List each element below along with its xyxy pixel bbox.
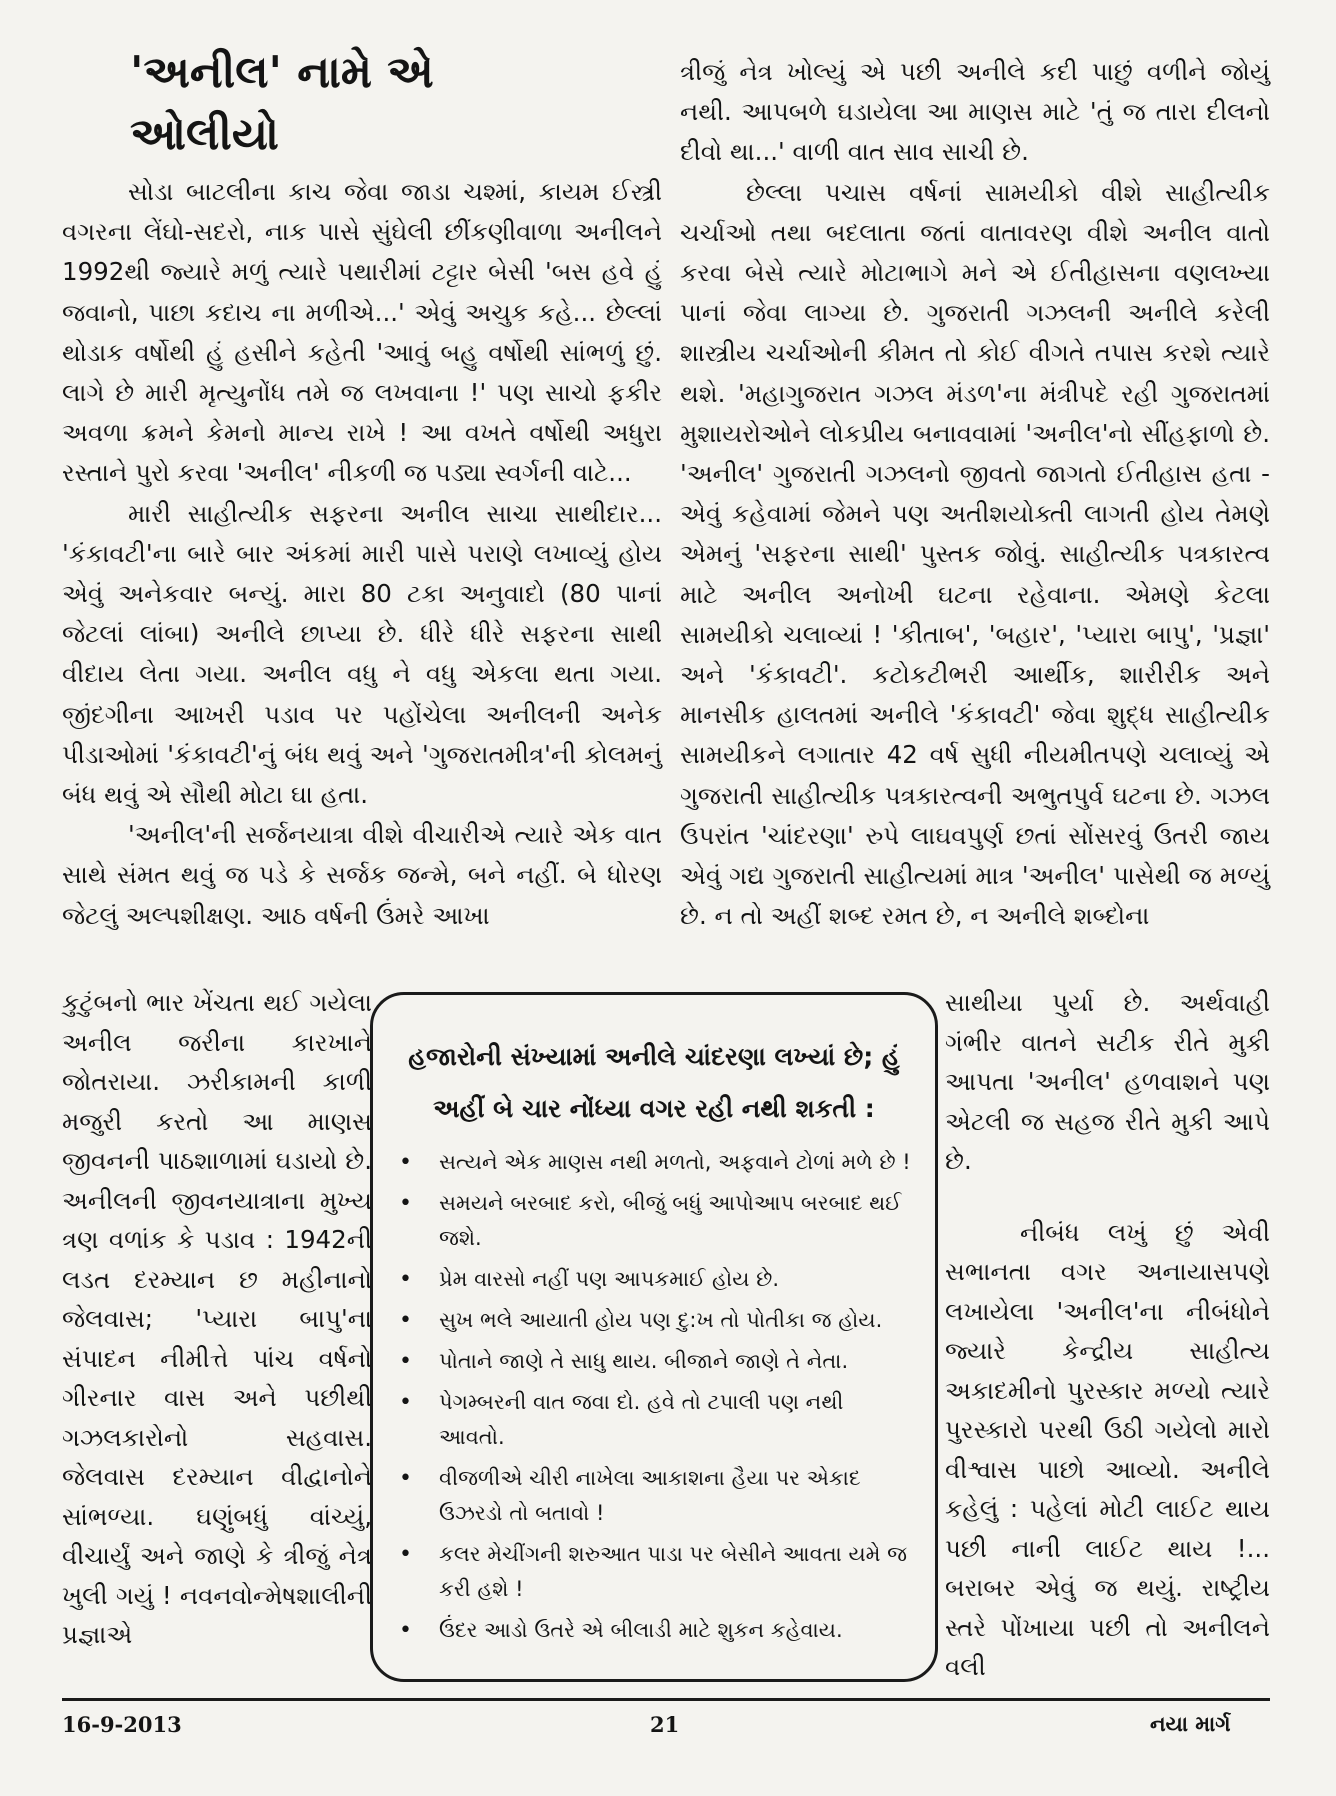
article-title — [130, 42, 590, 166]
quote-text: વીજળીએ ચીરી નાખેલા આકાશના હૈયા પર એકાદ ઉઝરડો તો બતાવો ! — [439, 1466, 861, 1525]
quote-text: સમયને બરબાદ કરો, બીજું બધું આપોઆપ બરબાદ થઈ જશે. — [439, 1191, 902, 1250]
paragraph: 'અનીલ'ની સર્જનયાત્રા વીશે વીચારીએ ત્યારે એક વાત સાથે સંમત થવું જ પડે કે સર્જક જન્મે, બને નહીં. બે ધોરણ જેટલું અલ્પશીક્ષણ. આઠ વર્ષની ઉંમરે આખા — [62, 820, 662, 930]
title-line-1: 'અનીલ' નામે એ — [130, 47, 434, 98]
footer-date: 16-9-2013 — [62, 1712, 182, 1737]
quote-text: પેગમ્બરની વાત જવા દો. હવે તો ટપાલી પણ નથી આવતો. — [439, 1390, 844, 1449]
paragraph: નીબંધ લખું છું એવી સભાનતા વગર અનાયાસપણે લખાયેલા 'અનીલ'ના નીબંધોને જ્યારે કેન્દ્રીય સાહીત્ય અકાદમીનો પુરસ્કાર મળ્યો ત્યારે પુરસ્કારો પરથી ઉઠી ગયેલો મારો વીશ્વાસ પાછો આવ્યો. અનીલે કહેલું : પહેલાં મોટી લાઈટ થાય પછી નાની લાઈટ થાય !... બરાબર એવું જ થયું. રાષ્ટ્રીય સ્તરે પોંખાયા પછી તો અનીલને વલી — [945, 1217, 1270, 1681]
bullet-icon: • — [399, 1466, 412, 1491]
footer-divider — [62, 1698, 1270, 1701]
page-number: 21 — [650, 1712, 680, 1737]
quote-text: પ્રેમ વારસો નહીં પણ આપકમાઈ હોય છે. — [439, 1267, 780, 1291]
bullet-icon: • — [399, 1618, 412, 1643]
bullet-icon: • — [399, 1308, 412, 1333]
bullet-icon: • — [399, 1150, 412, 1175]
paragraph: કુટુંબનો ભાર ખેંચતા થઈ ગયેલા અનીલ જરીના કારખાને જોતરાયા. ઝરીકામની કાળી મજુરી કરતો આ માણસ જીવનની પાઠશાળામાં ઘડાયો છે. અનીલની જીવનયાત્રાના મુખ્ય ત્રણ વળાંક કે પડાવ : 1942ની લડત દરમ્યાન છ મહીનાનો જેલવાસ; 'પ્યારા બાપુ'ના સંપાદન નીમીત્તે પાંચ વર્ષનો ગીરનાર વાસ અને પછીથી ગઝલકારોનો સહવાસ. જેલવાસ દરમ્યાન વીદ્વાનોને સાંભળ્યા. ઘણુંબધું વાંચ્યું, વીચાર્યું અને જાણે કે ત્રીજું નેત્ર ખુલી ગયું ! નવનવોન્મેષશાલીની પ્રજ્ઞાએ — [62, 988, 372, 1649]
bullet-icon: • — [399, 1542, 412, 1567]
quote-item — [397, 1262, 911, 1297]
bullet-icon: • — [399, 1267, 412, 1292]
quote-text: સત્યને એક માણસ નથી મળતો, અફવાને ટોળાં મળે છે ! — [439, 1150, 911, 1174]
paragraph: છેલ્લા પચાસ વર્ષનાં સામયીકો વીશે સાહીત્યીક ચર્ચાઓ તથા બદલાતા જતાં વાતાવરણ વીશે અનીલ વાતો કરવા બેસે ત્યારે મોટાભાગે મને એ ઈતીહાસના વણલખ્યા પાનાં જેવા લાગ્યા છે. ગુજરાતી ગઝલની અનીલે કરેલી શાસ્ત્રીય ચર્ચાઓની કીમત તો કોઈ વીગતે તપાસ કરશે ત્યારે થશે. 'મહાગુજરાત ગઝલ મંડળ'ના મંત્રીપદે રહી ગુજરાતમાં મુશાયરોઓને લોકપ્રીય બનાવવામાં 'અનીલ'નો સીંહફાળો છે. 'અનીલ' ગુજરાતી ગઝલનો જીવતો જાગતો ઈતીહાસ હતા - એવું કહેવામાં જેમને પણ અતીશયોક્તી લાગતી હોય તેમણે એમનું 'સફરના સાથી' પુસ્તક જોવું. સાહીત્યીક પત્રકારત્વ માટે અનીલ અનોખી ઘટના રહેવાના. એમણે કેટલા સામયીકો ચલાવ્યાં ! 'કીતાબ', 'બહાર', 'પ્યારા બાપુ', 'પ્રજ્ઞા' અને 'કંકાવટી'. કટોકટીભરી આર્થીક, શારીરીક અને માનસીક હાલતમાં અનીલે 'કંકાવટી' જેવા શુદ્ધ સાહીત્યીક સામયીકને લગાતાર 42 વર્ષ સુધી નીયમીતપણે ચલાવ્યું એ ગુજરાતી સાહીત્યીક પત્રકારત્વની અભુતપુર્વ ઘટના છે. ગઝલ ઉપરાંત 'ચાંદરણા' રુપે લાઘવપુર્ણ છતાં સોંસરવું ઉતરી જાય એવું ગદ્ય ગુજરાતી સાહીત્યમાં માત્ર 'અનીલ' પાસેથી જ મળ્યું છે. ન તો અહીં શબ્દ રમત છે, ન અનીલે શબ્દોના — [680, 177, 1270, 931]
quote-text: કલર મેચીંગની શરુઆત પાડા પર બેસીને આવતા યમે જ કરી હશે ! — [439, 1542, 908, 1601]
paragraph: ત્રીજું નેત્ર ખોલ્યું એ પછી અનીલે કદી પાછું વળીને જોયું નથી. આપબળે ઘડાયેલા આ માણસ માટે 'તું જ તારા દીલનો દીવો થા...' વાળી વાત સાવ સાચી છે. — [680, 57, 1270, 167]
quote-text: સુખ ભલે આયાતી હોય પણ દુ:ખ તો પોતીકા જ હોય. — [439, 1308, 883, 1332]
bullet-icon: • — [399, 1390, 412, 1415]
left-column — [62, 172, 662, 936]
quote-item — [397, 1385, 911, 1455]
left-narrow-column — [62, 983, 372, 1655]
quotes-list — [397, 1145, 911, 1648]
quote-item — [397, 1461, 911, 1531]
paragraph: સાથીયા પુર્યા છે. અર્થવાહી ગંભીર વાતને સટીક રીતે મુકી આપતા 'અનીલ' હળવાશને પણ એટલી જ સહજ રીતે મુકી આપે છે. — [945, 988, 1270, 1175]
quote-item — [397, 1613, 911, 1648]
paragraph: મારી સાહીત્યીક સફરના અનીલ સાચા સાથીદાર... 'કંકાવટી'ના બારે બાર અંકમાં મારી પાસે પરાણે લખાવ્યું હોય એવું અનેકવાર બન્યું. મારા 80 ટકા અનુવાદો (80 પાનાં જેટલાં લાંબા) અનીલે છાપ્યા છે. ધીરે ધીરે સફરના સાથી વીદાય લેતા ગયા. અનીલ વધુ ને વધુ એકલા થતા ગયા. જીંદગીના આખરી પડાવ પર પહોંચેલા અનીલની અનેક પીડાઓમાં 'કંકાવટી'નું બંધ થવું અને 'ગુજરાતમીત્ર'ની કોલમનું બંધ થવું એ સૌથી મોટા ઘા હતા. — [62, 498, 662, 810]
quote-item — [397, 1145, 911, 1180]
quotes-box — [370, 992, 938, 1682]
quotes-box-heading: હજારોની સંખ્યામાં અનીલે ચાંદરણા લખ્યાં છે; હું અહીં બે ચાર નોંધ્યા વગર રહી નથી શકતી : — [408, 1042, 900, 1123]
paragraph: સોડા બાટલીના કાચ જેવા જાડા ચશ્માં, કાયમ ઈસ્ત્રી વગરના લેંઘો-સદરો, નાક પાસે સુંઘેલી છીંકણીવાળા અનીલને 1992થી જ્યારે મળું ત્યારે પથારીમાં ટટ્ટાર બેસી 'બસ હવે હું જવાનો, પાછા કદાચ ના મળીએ...' એવું અચુક કહે... છેલ્લાં થોડાક વર્ષોથી હું હસીને કહેતી 'આવું બહુ વર્ષોથી સાંભળું છું. લાગે છે મારી મૃત્યુનોંધ તમે જ લખવાના !' પણ સાચો ફકીર અવળા ક્રમને કેમનો માન્ય રાખે ! આ વખતે વર્ષોથી અધુરા રસ્તાને પુરો કરવા 'અનીલ' નીકળી જ પડ્યા સ્વર્ગની વાટે... — [62, 177, 662, 488]
right-column — [680, 52, 1270, 936]
bullet-icon: • — [399, 1191, 412, 1216]
quote-item — [397, 1186, 911, 1256]
title-line-2: ઓલીયો — [130, 109, 279, 160]
quote-item — [397, 1303, 911, 1338]
quote-item — [397, 1537, 911, 1607]
quote-text: ઉંદર આડો ઉતરે એ બીલાડી માટે શુકન કહેવાય. — [439, 1618, 843, 1642]
quote-text: પોતાને જાણે તે સાધુ થાય. બીજાને જાણે તે નેતા. — [439, 1349, 849, 1373]
publication-name: નયા માર્ગ — [1150, 1712, 1231, 1736]
bullet-icon: • — [399, 1349, 412, 1374]
right-narrow-column — [945, 983, 1270, 1687]
quote-item — [397, 1344, 911, 1379]
